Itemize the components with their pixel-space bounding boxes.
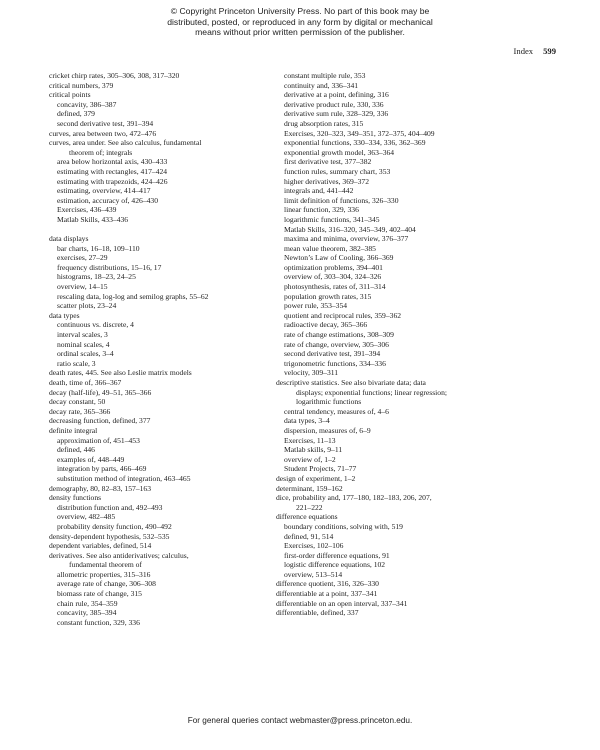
index-subentry: mean value theorem, 382–385 [284,243,376,253]
index-entry: curves, area between two, 472–476 [49,128,157,138]
index-subentry: Exercises, 102–106 [284,541,344,551]
index-entry: data types [49,310,80,320]
index-subentry: derivative at a point, defining, 316 [284,90,389,100]
index-entry-continuation: displays; exponential functions; linear regression; [296,387,447,397]
index-subentry: trigonometric functions, 334–336 [284,358,386,368]
index-subentry: nominal scales, 4 [57,339,110,349]
index-entry: decay constant, 50 [49,397,106,407]
index-entry: death rates, 445. See also Leslie matrix models [49,368,192,378]
index-subentry: rate of change estimations, 308–309 [284,330,394,340]
index-entry: differentiable, defined, 337 [276,608,359,618]
index-entry: density functions [49,493,102,503]
index-entry: derivatives. See also antiderivatives; calculus, [49,550,189,560]
index-subentry: ordinal scales, 3–4 [57,349,114,359]
index-subentry: estimation, accuracy of, 426–430 [57,195,159,205]
index-entry: difference quotient, 316, 326–330 [276,579,379,589]
index-subentry: Student Projects, 71–77 [284,464,357,474]
index-subentry: rate of change, overview, 305–306 [284,339,389,349]
index-subentry: overview of, 1–2 [284,454,336,464]
index-subentry: continuous vs. discrete, 4 [57,320,134,330]
index-subentry: frequency distributions, 15–16, 17 [57,262,162,272]
index-entry: decay (half-life), 49–51, 365–366 [49,387,152,397]
index-entry: critical numbers, 379 [49,80,114,90]
index-subentry: Exercises, 320–323, 349–351, 372–375, 404–409 [284,128,435,138]
index-subentry: dispersion, measures of, 6–9 [284,425,371,435]
index-subentry: logistic difference equations, 102 [284,560,386,570]
index-subentry: overview, 482–485 [57,512,116,522]
index-subentry: quotient and reciprocal rules, 359–362 [284,310,402,320]
index-subentry: Exercises, 11–13 [284,435,336,445]
section-title: Index [513,46,534,56]
index-subentry: ratio scale, 3 [57,358,96,368]
index-subentry: Matlab Skills, 433–436 [57,214,129,224]
index-entry: decay rate, 365–366 [49,406,111,416]
index-subentry: overview of, 303–304, 324–326 [284,272,382,282]
index-subentry: population growth rates, 315 [284,291,372,301]
index-entry: death, time of, 366–367 [49,378,122,387]
index-subentry: estimating with trapezoids, 424–426 [57,176,168,186]
index-subentry: bar charts, 16–18, 109–110 [57,243,140,253]
index-spacer [49,225,269,235]
index-entry: curves, area under. See also calculus, fundamental [49,138,202,148]
index-subentry: first-order difference equations, 91 [284,550,390,560]
index-subentry: estimating, overview, 414–417 [57,186,151,196]
index-subentry: overview, 14–15 [57,282,108,292]
index-subentry: drug absorption rates, 315 [284,118,364,128]
index-subentry: constant multiple rule, 353 [284,71,366,80]
index-subentry: first derivative test, 377–382 [284,157,372,167]
index-subentry: linear function, 329, 336 [284,205,359,215]
index-subentry: exercises, 27–29 [57,253,108,263]
index-entry: dependent variables, defined, 514 [49,541,152,551]
index-entry: cricket chirp rates, 305–306, 308, 317–320 [49,71,180,80]
index-entry: density-dependent hypothesis, 532–535 [49,531,170,541]
page-number: 599 [543,46,556,56]
index-subentry: boundary conditions, solving with, 519 [284,521,403,531]
index-subentry: distribution function and, 492–493 [57,502,163,512]
index-subentry: maxima and minima, overview, 376–377 [284,234,409,244]
index-entry-continuation: logarithmic functions [296,397,362,407]
index-entry: dice, probability and, 177–180, 182–183, 206, 207, [276,493,432,503]
footer-contact: For general queries contact webmaster@press.princeton.edu. [187,716,413,725]
index-entry-continuation: theorem of; integrals [69,147,133,157]
index-subentry: higher derivatives, 369–372 [284,176,369,186]
index-entry: definite integral [49,425,98,435]
index-entry: determinant, 159–162 [276,483,343,493]
index-subentry: constant function, 329, 336 [57,617,140,627]
index-subentry: scatter plots, 23–24 [57,301,117,311]
index-subentry: concavity, 386–387 [57,99,117,109]
index-subentry: central tendency, measures of, 4–6 [284,406,389,416]
index-entry: descriptive statistics. See also bivariate data; data [276,378,426,387]
index-subentry: Matlab Skills, 316–320, 345–349, 402–404 [284,224,416,234]
index-subentry: allometric properties, 315–316 [57,569,151,579]
index-entry: decreasing function, defined, 377 [49,416,151,426]
index-subentry: integration by parts, 466–469 [57,464,147,474]
index-subentry: integrals and, 441–442 [284,186,354,196]
index-subentry: estimating with rectangles, 417–424 [57,166,168,176]
index-subentry: photosynthesis, rates of, 311–314 [284,282,386,292]
index-entry: difference equations [276,512,338,522]
index-subentry: interval scales, 3 [57,330,108,340]
index-entry: demography, 80, 82–83, 157–163 [49,483,152,493]
index-entry-continuation: fundamental theorem of [69,560,142,570]
index-entry: differentiable at a point, 337–341 [276,589,378,599]
index-subentry: Matlab skills, 9–11 [284,445,343,455]
index-entry-continuation: 221–222 [296,502,323,512]
index-subentry: Newton’s Law of Cooling, 366–369 [284,253,394,263]
index-subentry: optimization problems, 394–401 [284,262,383,272]
index-subentry: biomass rate of change, 315 [57,589,142,599]
index-subentry: area below horizontal axis, 430–433 [57,157,168,167]
index-subentry: average rate of change, 306–308 [57,579,156,589]
copyright-line: distributed, posted, or reproduced in any form by digital or mechanical [167,16,433,27]
index-subentry: second derivative test, 391–394 [284,349,381,359]
index-subentry: histograms, 18–23, 24–25 [57,272,136,282]
copyright-notice [0,6,600,38]
index-column-right [276,71,526,618]
index-subentry: examples of, 448–449 [57,454,125,464]
index-subentry: logarithmic functions, 341–345 [284,214,380,224]
index-entry: critical points [49,90,91,100]
index-subentry: power rule, 353–354 [284,301,348,311]
copyright-line: © Copyright Princeton University Press. No part of this book may be [170,6,430,16]
index-subentry: function rules, summary chart, 353 [284,166,391,176]
index-subentry: substitution method of integration, 463–465 [57,473,191,483]
index-subentry: defined, 379 [57,109,95,119]
index-subentry: defined, 91, 514 [284,531,334,541]
index-subentry: exponential functions, 330–334, 336, 362–369 [284,138,426,148]
index-subentry: exponential growth model, 363–364 [284,147,395,157]
index-subentry: defined, 446 [57,445,95,455]
index-subentry: data types, 3–4 [284,416,330,426]
index-subentry: Exercises, 436–439 [57,205,117,215]
index-subentry: approximation of, 451–453 [57,435,140,445]
index-subentry: second derivative test, 391–394 [57,118,154,128]
index-subentry: derivative product rule, 330, 336 [284,99,384,109]
index-subentry: probability density function, 490–492 [57,521,172,531]
copyright-line: means without prior written permission of the publisher. [195,27,405,37]
index-entry: data displays [49,234,89,244]
index-subentry: continuity and, 336–341 [284,80,359,90]
index-subentry: radioactive decay, 365–366 [284,320,368,330]
index-subentry: overview, 513–514 [284,569,343,579]
index-subentry: rescaling data, log-log and semilog graphs, 55–62 [57,291,209,301]
index-entry: design of experiment, 1–2 [276,473,356,483]
index-subentry: derivative sum rule, 328–329, 336 [284,109,389,119]
index-subentry: limit definition of functions, 326–330 [284,195,399,205]
index-subentry: concavity, 385–394 [57,608,117,618]
index-subentry: chain rule, 354–359 [57,598,118,608]
index-column-left [49,71,269,627]
index-subentry: velocity, 309–311 [284,368,339,378]
index-entry: differentiable on an open interval, 337–341 [276,598,408,608]
running-head [514,46,556,56]
